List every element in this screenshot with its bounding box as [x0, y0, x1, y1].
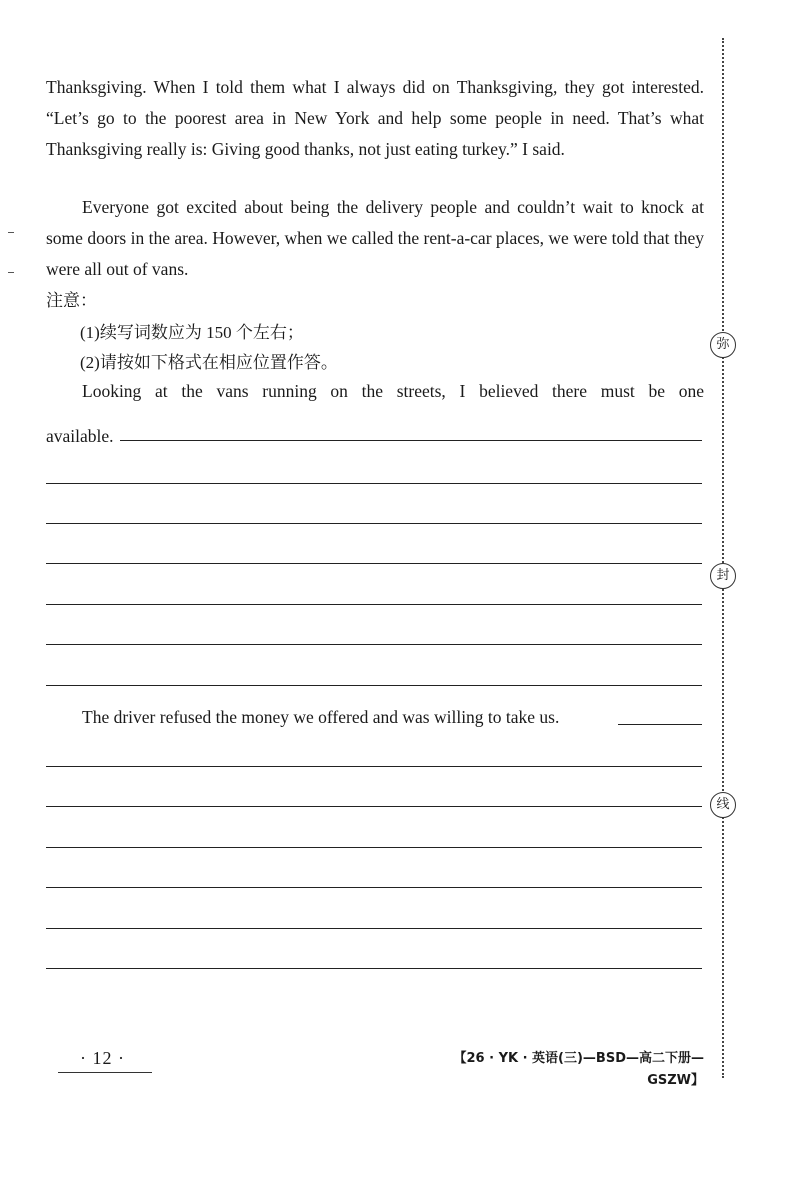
seal-character-xian: 线 — [710, 792, 736, 818]
continuation-prompt-2: The driver refused the money we offered and was willing to take us. — [82, 707, 560, 727]
answer-line[interactable] — [46, 928, 702, 929]
exam-code: 【26 · YK · 英语(三)—BSD—高二下册—GSZW】 — [453, 1051, 704, 1088]
answer-line[interactable] — [46, 887, 702, 888]
answer-line[interactable] — [46, 806, 702, 807]
passage-paragraph-1: Thanksgiving. When I told them what I always did on Thanksgiving, they got interested. “Let’s go to the poorest area in New York and help some people in need. That’s what Thanksgiving really is: Giving good thanks, not just eating turkey.” I said. — [46, 77, 704, 159]
passage-paragraph-2: Everyone got excited about being the delivery people and couldn’t wait to knock at some doors in the area. However, when we called the rent-a-car places, we were told that they were all out of vans. — [46, 197, 704, 279]
page-number: · 12 · — [80, 1048, 125, 1068]
seal-dotted-line — [722, 38, 724, 1078]
answer-line[interactable] — [46, 847, 702, 848]
answer-line[interactable] — [46, 563, 702, 564]
answer-line[interactable] — [46, 685, 702, 686]
answer-blank-inline-1[interactable] — [120, 440, 702, 441]
answer-blank-inline-2[interactable] — [618, 724, 702, 725]
answer-line[interactable] — [46, 523, 702, 524]
note-item-format: (2)请按如下格式在相应位置作答。 — [80, 353, 338, 372]
answer-line[interactable] — [46, 483, 702, 484]
page-number-underline — [58, 1072, 152, 1073]
seal-character-feng: 封 — [710, 563, 736, 589]
continuation-prompt-1: Looking at the vans running on the streets, I believed there must be one — [82, 381, 704, 401]
answer-line[interactable] — [46, 644, 702, 645]
binding-tick-mark — [8, 272, 14, 273]
binding-tick-mark — [8, 232, 14, 233]
answer-line[interactable] — [46, 604, 702, 605]
note-item-word-count: (1)续写词数应为 150 个左右； — [80, 323, 304, 342]
continuation-prompt-1-end: available. — [46, 426, 114, 446]
seal-character-mi: 弥 — [710, 332, 736, 358]
answer-line[interactable] — [46, 968, 702, 969]
notes-title: 注意： — [46, 291, 97, 310]
answer-line[interactable] — [46, 766, 702, 767]
